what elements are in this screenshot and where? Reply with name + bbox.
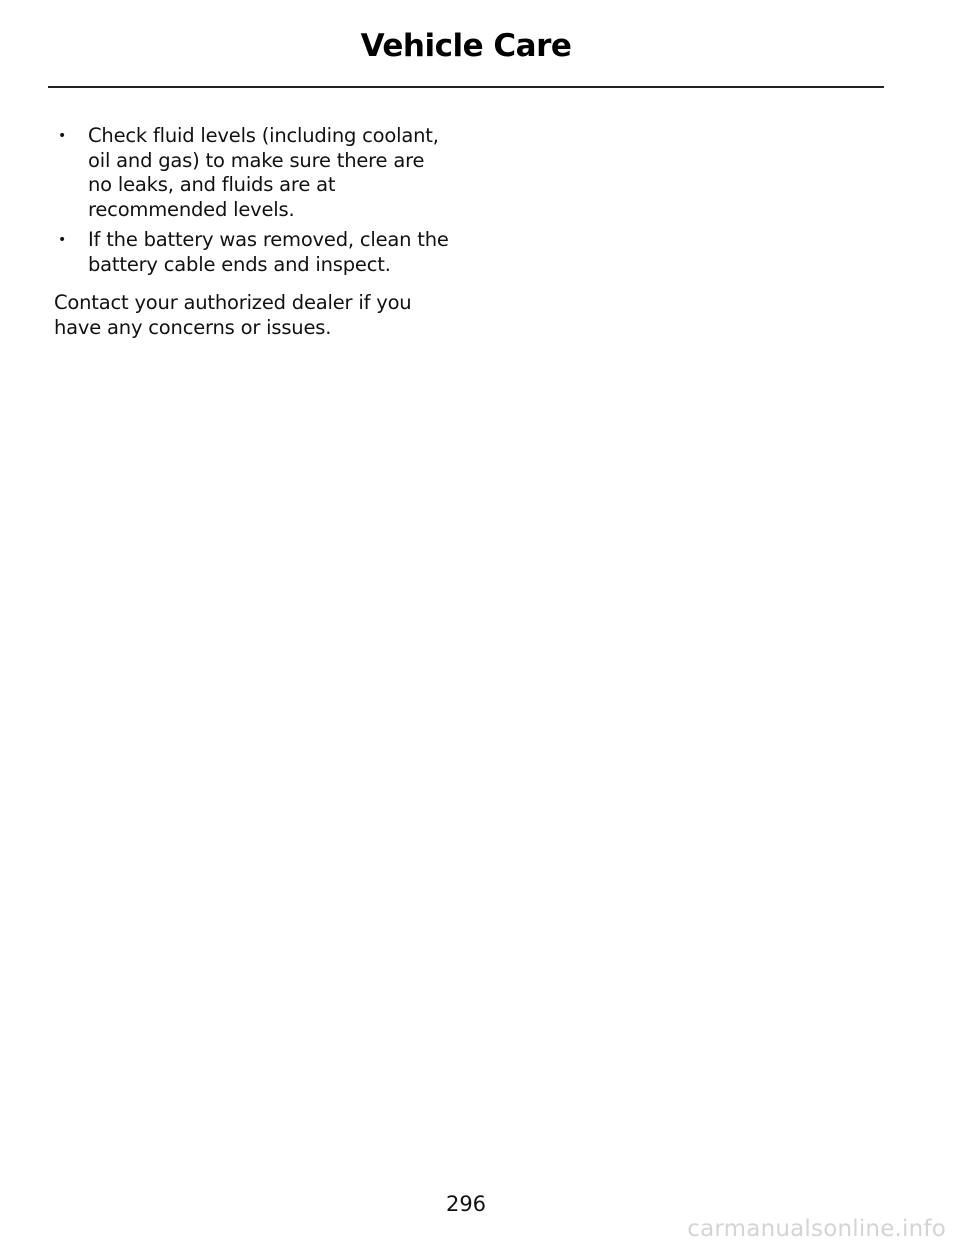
bullet-icon: •: [58, 232, 67, 248]
list-item-text: If the battery was removed, clean the battery cable ends and inspect.: [88, 228, 449, 276]
list-item: [54, 124, 454, 222]
body-paragraph: Contact your authorized dealer if you have any concerns or issues.: [54, 291, 412, 339]
page-header: [0, 28, 932, 64]
site-watermark: carmanualsonline.info: [687, 1216, 946, 1242]
bullet-list: [54, 124, 454, 277]
header-divider: [48, 86, 884, 88]
page-title: Vehicle Care: [360, 28, 572, 64]
bullet-icon: •: [58, 128, 67, 144]
content-column: [54, 124, 454, 340]
page-number: 296: [445, 1192, 487, 1216]
list-item: [54, 228, 454, 277]
list-item-text: Check fluid levels (including coolant, oil and gas) to make sure there are no leaks, and fluids are at recommended levels.: [88, 124, 439, 221]
